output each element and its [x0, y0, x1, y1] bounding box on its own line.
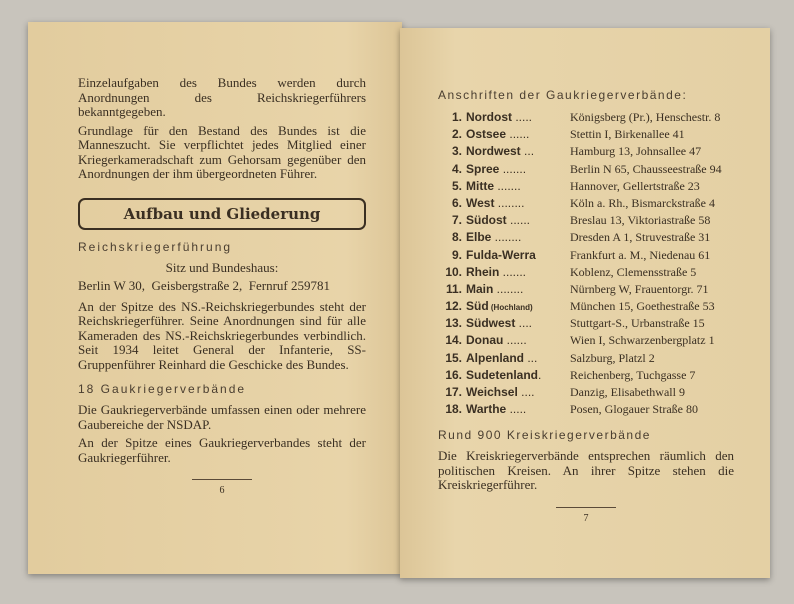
list-item	[438, 281, 734, 298]
section-title-box	[78, 198, 366, 230]
entry-name-cell	[466, 350, 570, 367]
list-item	[438, 264, 734, 281]
footer-rule	[192, 479, 252, 480]
leader-dots: .....	[506, 402, 527, 417]
entry-number: 10.	[445, 264, 462, 279]
entry-number: 1.	[451, 110, 462, 124]
entry-name-cell	[466, 247, 570, 264]
list-item	[438, 178, 734, 195]
entry-name-cell	[466, 298, 570, 315]
entry-number: 2.	[451, 127, 462, 142]
leader-dots: ........	[493, 281, 524, 296]
entry-name: Fulda-Werra	[466, 247, 536, 262]
entry-number: 17.	[445, 385, 462, 399]
entry-name: Spree	[466, 161, 500, 176]
addresses-heading: Anschriften der Gaukriegerverbände:	[438, 88, 688, 102]
right-page-column	[438, 88, 734, 525]
list-item	[438, 367, 734, 384]
entry-name-cell	[466, 212, 570, 229]
entry-name-cell	[466, 281, 570, 298]
entry-name: Alpenland	[466, 350, 525, 365]
heading-kreiskriegerverbaende: Rund 900 Kreiskriegerverbände	[438, 428, 651, 443]
entry-number: 4.	[451, 161, 462, 176]
paragraph-gau-leader: An der Spitze eines Gaukriegerverbandes steht der Gaukriegerführer.	[78, 435, 366, 465]
list-item	[438, 109, 734, 126]
leader-dots: ........	[494, 195, 525, 210]
entry-name-cell	[466, 143, 570, 160]
entry-name-cell	[466, 178, 570, 195]
entry-name: Donau	[466, 333, 504, 348]
entry-number: 7.	[451, 213, 462, 228]
paragraph-leadership: An der Spitze des NS.-Reichskriegerbundes steht der Reichskriegerführer. Seine Anordnungen sind für alle Kameraden des NS.-Reichskriegerbundes verbindlich. Seit 1934 leitet General der Infanterie, SS-Gruppenführer Reinhard die Geschicke des Bundes.	[78, 298, 366, 372]
entry-name-cell	[466, 126, 570, 143]
leader-dots: .....	[512, 110, 533, 124]
headquarters-address: Berlin W 30, Geisbergstraße 2, Fernruf 259781	[78, 278, 331, 293]
entry-name-cell	[466, 384, 570, 401]
intro-paragraph-2: Grundlage für den Bestand des Bundes ist die Manneszucht. Sie verpflichtet jedes Mitglied einer Kriegerkameradschaft zum Gehorsam gegenüber den Anordnungen der ihm übergeordneten Führer.	[78, 122, 366, 181]
paragraph-gau: Die Gaukriegerverbände umfassen einen oder mehrere Gaubereiche der NSDAP.	[78, 402, 366, 432]
entry-name: West	[466, 195, 495, 210]
entry-name-cell	[466, 195, 570, 212]
leader-dots: ....	[517, 385, 535, 399]
left-page-column	[78, 76, 366, 497]
gau-address-list	[438, 109, 734, 418]
leader-dots: ......	[506, 213, 531, 228]
page-footer	[438, 507, 734, 525]
entry-name-cell	[466, 264, 570, 281]
left-page	[28, 22, 402, 574]
entry-address: Berlin N 65, Chausseestraße 94	[570, 161, 722, 176]
heading-gaukriegerverbaende: 18 Gaukriegerverbände	[78, 382, 247, 396]
entry-name: Nordost	[466, 110, 512, 124]
leader-dots: .	[538, 367, 542, 382]
entry-number: 8.	[451, 230, 462, 245]
leader-dots: ........	[491, 230, 522, 245]
entry-number: 11.	[445, 281, 462, 296]
list-item	[438, 350, 734, 367]
entry-name: Nordwest	[466, 144, 521, 159]
leader-dots: .......	[499, 264, 527, 279]
entry-address: Wien I, Schwarzenbergplatz 1	[570, 333, 715, 348]
entry-name-cell	[466, 161, 570, 178]
list-item	[438, 384, 734, 401]
section-title: Aufbau und Gliederung	[123, 204, 321, 223]
entry-name: Südwest	[466, 316, 516, 331]
entry-address: Dresden A 1, Struvestraße 31	[570, 230, 711, 245]
leader-dots: ......	[506, 127, 530, 142]
footer-rule	[556, 507, 616, 508]
entry-address: Königsberg (Pr.), Henschestr. 8	[570, 110, 721, 124]
entry-name-cell	[466, 367, 570, 384]
entry-address: Stettin I, Birkenallee 41	[570, 127, 685, 142]
leader-dots: ....	[515, 316, 533, 331]
list-item	[438, 212, 734, 229]
paragraph-kreis: Die Kreiskriegerverbände entsprechen räumlich den politischen Kreisen. An ihrer Spitze stehen die Kreiskriegerführer.	[438, 448, 734, 493]
list-item	[438, 298, 734, 315]
heading-reichskriegerfuehrung: Reichskriegerführung	[78, 239, 233, 254]
entry-name: Elbe	[466, 230, 492, 245]
entry-number: 6.	[451, 195, 462, 210]
entry-number: 18.	[445, 402, 462, 417]
entry-name-cell	[466, 332, 570, 349]
entry-name-cell	[466, 229, 570, 246]
entry-address: Breslau 13, Viktoriastraße 58	[570, 213, 711, 228]
leader-dots: ...	[524, 350, 538, 365]
entry-address: Posen, Glogauer Straße 80	[570, 402, 698, 417]
entry-name-cell	[466, 315, 570, 332]
entry-number: 5.	[451, 178, 462, 193]
list-item	[438, 315, 734, 332]
entry-name: Warthe	[466, 402, 507, 417]
entry-number: 16.	[445, 367, 462, 382]
entry-name: Südost	[466, 213, 507, 228]
list-item	[438, 195, 734, 212]
entry-number: 9.	[451, 247, 462, 262]
seat-label: Sitz und Bundeshaus:	[165, 259, 279, 275]
entry-name: Ostsee	[466, 127, 507, 142]
entry-name: Weichsel	[466, 385, 518, 399]
list-item	[438, 247, 734, 264]
page-number: 7	[583, 512, 589, 524]
list-item	[438, 229, 734, 246]
entry-address: Hamburg 13, Johnsallee 47	[570, 144, 702, 159]
entry-name: Main	[466, 281, 494, 296]
leader-dots: ......	[503, 333, 527, 348]
list-item	[438, 126, 734, 143]
intro-paragraph-1: Einzelaufgaben des Bundes werden durch Anordnungen des Reichskriegerführers bekanntgegeben.	[78, 75, 366, 119]
list-item	[438, 161, 734, 178]
list-item	[438, 332, 734, 349]
entry-address: Hannover, Gellertstraße 23	[570, 178, 700, 193]
entry-address: Nürnberg W, Frauentorgr. 71	[570, 281, 709, 296]
entry-address: Reichenberg, Tuchgasse 7	[570, 367, 696, 382]
entry-name: Süd	[466, 299, 489, 314]
page-footer	[78, 479, 366, 497]
entry-address: Salzburg, Platzl 2	[570, 350, 655, 365]
entry-number: 13.	[445, 316, 462, 331]
entry-name-cell	[466, 401, 570, 418]
entry-address: München 15, Goethestraße 53	[570, 299, 715, 314]
entry-address: Koblenz, Clemensstraße 5	[570, 264, 697, 279]
leader-dots: .......	[499, 161, 527, 176]
entry-number: 3.	[451, 144, 462, 159]
entry-name-cell	[466, 109, 570, 126]
entry-number: 15.	[445, 350, 462, 365]
entry-number: 14.	[445, 333, 462, 348]
right-page	[400, 28, 770, 578]
list-item	[438, 143, 734, 160]
entry-address: Danzig, Elisabethwall 9	[570, 385, 685, 399]
entry-address: Stuttgart-S., Urbanstraße 15	[570, 316, 705, 331]
entry-subname: (Hochland)	[488, 303, 533, 313]
entry-name: Rhein	[466, 264, 500, 279]
leader-dots: ...	[520, 144, 535, 159]
page-number: 6	[219, 485, 225, 496]
entry-address: Köln a. Rh., Bismarckstraße 4	[570, 195, 715, 210]
entry-number: 12.	[445, 299, 462, 314]
entry-address: Frankfurt a. M., Niedenau 61	[570, 247, 711, 262]
leader-dots: .......	[494, 178, 521, 193]
list-item	[438, 401, 734, 418]
entry-name: Mitte	[466, 178, 494, 193]
entry-name: Sudetenland	[466, 367, 539, 382]
